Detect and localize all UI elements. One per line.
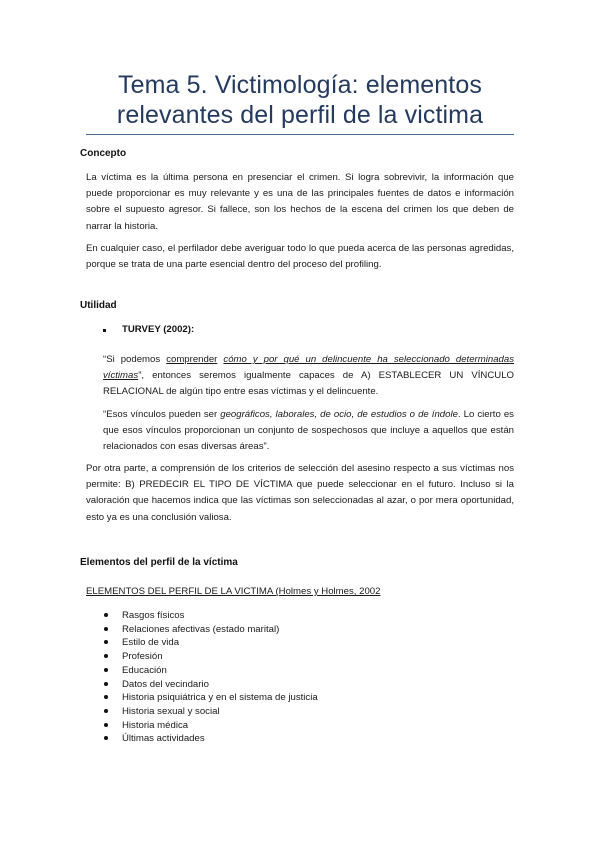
bullet-dot-icon — [104, 640, 108, 644]
quote-2-italic: geográficos, laborales, de ocio, de estudios o de índole — [220, 409, 458, 420]
bullet-dot-icon — [104, 723, 108, 727]
list-item: Profesión — [103, 650, 318, 664]
list-item: Rasgos físicos — [103, 609, 318, 623]
quote-2-rest: . Lo cierto es que esos vínculos proporcionan un conjunto de sospechosos que incluye a aquellos que están relacionados con esas diversas áreas”. — [103, 409, 514, 453]
elementos-list — [103, 609, 318, 746]
section-heading-elementos: Elementos del perfil de la víctima — [80, 557, 238, 568]
list-item: Últimas actividades — [103, 732, 318, 746]
bullet-dot-icon — [104, 654, 108, 658]
list-item: Historia psiquiátrica y en el sistema de justicia — [103, 691, 318, 705]
utilidad-paragraph: Por otra parte, a comprensión de los criterios de selección del asesino respecto a sus víctimas nos permite: B) PREDECIR EL TIPO DE VÍCTIMA que puede seleccionar en el futuro. Incluso si la valoración que hacemos indica que las víctimas son seleccionadas al azar, o por mera oportunidad, esto ya es una conclusión valiosa. — [86, 463, 514, 523]
section-heading-utilidad: Utilidad — [80, 300, 117, 311]
quote-1-rest: ”, entonces seremos igualmente capaces de A) ESTABLECER UN VÍNCULO RELACIONAL de algún tipo entre esas víctimas y el delincuente. — [103, 370, 514, 398]
bullet-dot-icon — [104, 613, 108, 617]
list-item: Relaciones afectivas (estado marital) — [103, 623, 318, 637]
bullet-dot-icon — [104, 709, 108, 713]
title-divider — [86, 134, 514, 135]
quote-2-start: “Esos vínculos pueden ser — [103, 409, 221, 420]
quote-1-open: “Si podemos — [103, 354, 167, 365]
elementos-list-title: ELEMENTOS DEL PERFIL DE LA VICTIMA (Holmes y Holmes, 2002 — [86, 586, 381, 597]
bullet-dot-icon — [104, 682, 108, 686]
turvey-quote-2 — [103, 407, 514, 456]
section-heading-concepto: Concepto — [80, 148, 127, 159]
quote-1-italic-underlined: cómo y por qué un delincuente ha seleccionado determinadas víctimas — [103, 354, 514, 382]
page-title — [86, 70, 514, 130]
turvey-bullet-label: TURVEY (2002): — [122, 324, 195, 335]
quote-1-underlined: comprender — [166, 354, 218, 365]
bullet-dot-icon — [104, 627, 108, 631]
list-item: Datos del vecindario — [103, 678, 318, 692]
concepto-paragraph-2: En cualquier caso, el perfilador debe averiguar todo lo que pueda acerca de las personas agredidas, porque se trata de una parte esencial dentro del proceso del profiling. — [86, 243, 514, 271]
bullet-dot-icon — [104, 668, 108, 672]
square-bullet-icon — [103, 329, 106, 332]
title-line-2: relevantes del perfil de la victima — [116, 101, 484, 129]
title-line-1: Tema 5. Victimología: elementos — [118, 71, 482, 99]
list-item: Estilo de vida — [103, 636, 318, 650]
bullet-dot-icon — [104, 736, 108, 740]
list-item: Educación — [103, 664, 318, 678]
bullet-dot-icon — [104, 695, 108, 699]
list-item: Historia médica — [103, 719, 318, 733]
concepto-paragraph-1: La víctima es la última persona en presenciar el crimen. Si logra sobrevivir, la información que puede proporcionar es muy relevante y es una de las principales fuentes de datos e información sobre el supuesto agresor. Si fallece, son los hechos de la escena del crimen los que deben de narrar la historia. — [86, 172, 514, 232]
turvey-quote-1 — [103, 352, 514, 401]
list-item: Historia sexual y social — [103, 705, 318, 719]
